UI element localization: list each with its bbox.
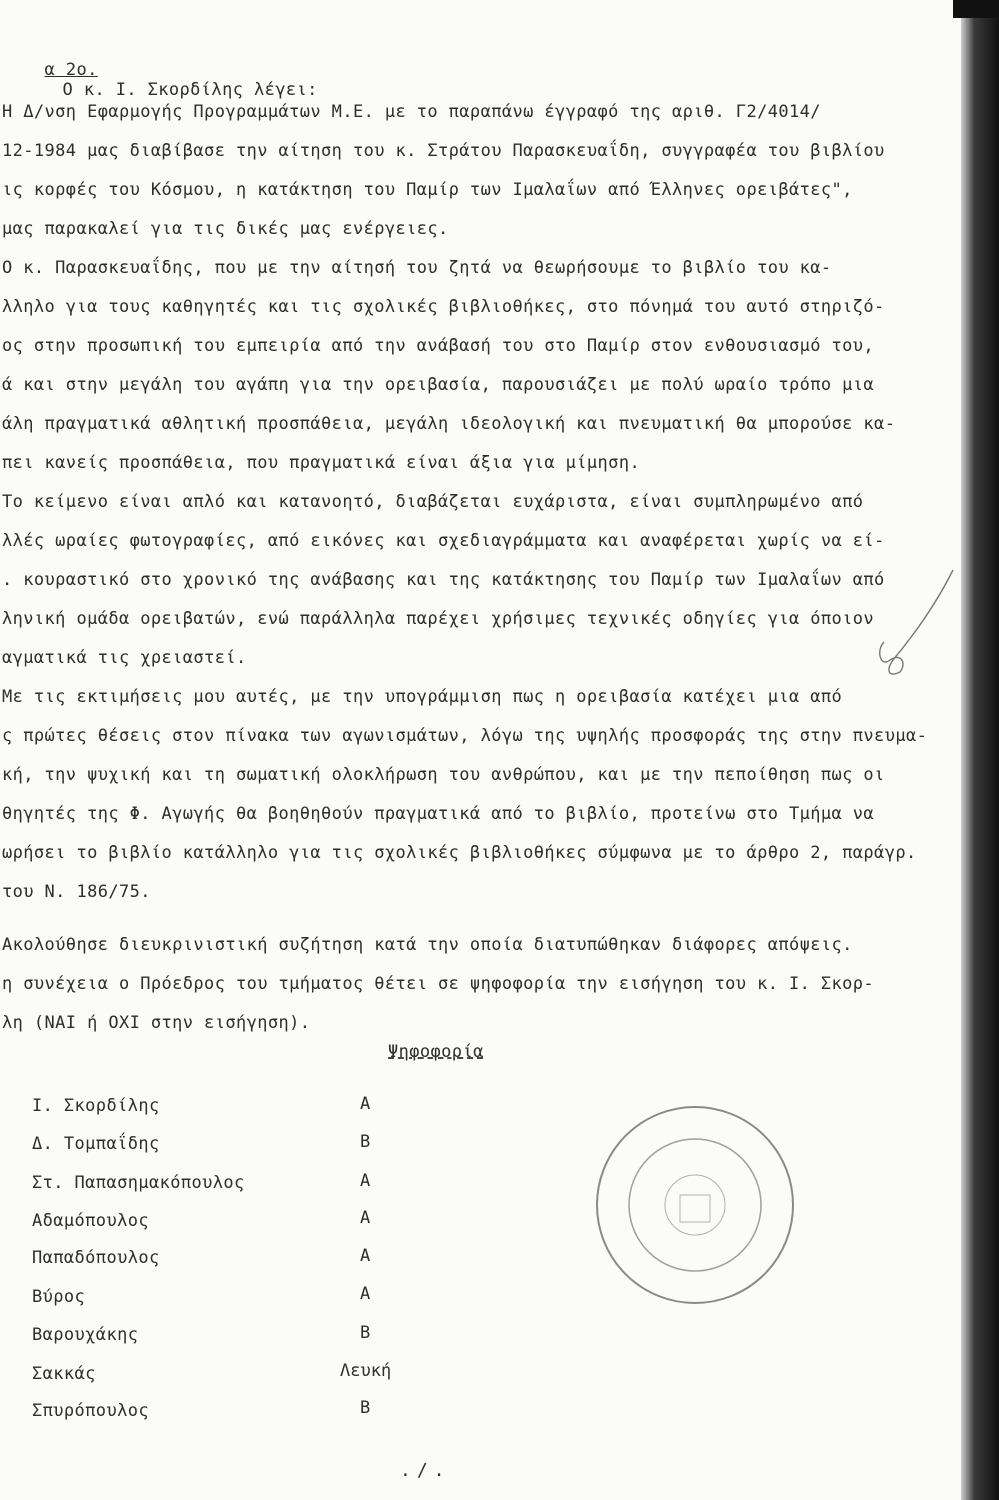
text-line: πει κανείς προσπάθεια, που πραγματικά είναι άξια για μίμηση.	[2, 453, 641, 473]
section-number: α 2ο.	[44, 60, 98, 80]
binding-edge	[961, 0, 999, 1500]
page-continuation-mark: ./.	[400, 1460, 451, 1481]
vote-row-name: Σακκάς	[32, 1364, 96, 1384]
text-line: λλές ωραίες φωτογραφίες, από εικόνες και σχεδιαγράμματα και αναφέρεται χωρίς να εί-	[2, 531, 885, 551]
text-line: Με τις εκτιμήσεις μου αυτές, με την υπογράμμιση πως η ορειβασία κατέχει μια από	[2, 687, 843, 707]
text-line: Η Δ/νση Εφαρμογής Προγραμμάτων Μ.Ε. με το παραπάνω έγγραφό της αριθ. Γ2/4014/	[2, 102, 821, 122]
vote-row-name: Ι. Σκορδίλης	[32, 1096, 160, 1116]
text-line: μας παρακαλεί για τις δικές μας ενέργειες.	[2, 219, 449, 239]
text-line: αγματικά τις χρειαστεί.	[2, 648, 247, 668]
vote-row-value: Α	[360, 1284, 371, 1304]
signature-mark	[858, 560, 958, 680]
text-line: Ακολούθησε διευκρινιστική συζήτηση κατά την οποία διατυπώθηκαν διάφορες απόψεις.	[2, 935, 853, 955]
vote-row-name: Βύρος	[32, 1287, 86, 1307]
text-line: κή, την ψυχική και τη σωματική ολοκλήρωση του ανθρώπου, και με την πεποίθηση πως οι	[2, 765, 885, 785]
text-line: Το κείμενο είναι απλό και κατανοητό, διαβάζεται ευχάριστα, είναι συμπληρωμένο από	[2, 492, 864, 512]
vote-row-value: Β	[360, 1323, 371, 1343]
vote-row-name: Παπαδόπουλος	[32, 1248, 160, 1268]
vote-row-value: Λευκή	[340, 1361, 392, 1381]
text-line: ις κορφές του Κόσμου, η κατάκτηση του Παμίρ των Ιμαλαΐων από Έλληνες ορειβάτες",	[2, 180, 853, 200]
vote-row-name: Βαρουχάκης	[32, 1325, 139, 1345]
official-stamp	[590, 1100, 800, 1310]
vote-row-name: Στ. Παπασημακόπουλος	[32, 1173, 245, 1193]
text-line: ά και στην μεγάλη του αγάπη για την ορειβασία, παρουσιάζει με πολύ ωραίο τρόπο μια	[2, 375, 875, 395]
speaker-line: Ο κ. Ι. Σκορδίλης λέγει:	[62, 80, 318, 100]
binding-edge-top	[953, 0, 999, 18]
text-line: ληνική ομάδα ορειβατών, ενώ παράλληλα παρέχει χρήσιμες τεχνικές οδηγίες για όποιον	[2, 609, 875, 629]
vote-row-name: Δ. Τομπαΐδης	[32, 1134, 160, 1154]
vote-row-value: Α	[360, 1246, 371, 1266]
text-line: άλη πραγματικά αθλητική προσπάθεια, μεγάλη ιδεολογική και πνευματική θα μπορούσε κα-	[2, 414, 896, 434]
vote-row-value: Β	[360, 1398, 371, 1418]
text-line: . κουραστικό στο χρονικό της ανάβασης και της κατάκτησης του Παμίρ των Ιμαλαΐων από	[2, 570, 885, 590]
vote-row-value: Β	[360, 1132, 371, 1152]
text-line: ωρήσει το βιβλίο κατάλληλο για τις σχολικές βιβλιοθήκες σύμφωνα με το άρθρο 2, παράγρ.	[2, 843, 917, 863]
text-line: Ο κ. Παρασκευαΐδης, που με την αίτησή του ζητά να θεωρήσουμε το βιβλίο του κα-	[2, 258, 832, 278]
text-line: θηγητές της Φ. Αγωγής θα βοηθηθούν πραγματικά από το βιβλίο, προτείνω στο Τμήμα να	[2, 804, 875, 824]
text-line: λη (ΝΑΙ ή ΟΧΙ στην εισήγηση).	[2, 1013, 311, 1033]
vote-row-name: Αδαμόπουλος	[32, 1211, 149, 1231]
text-line: ος στην προσωπική του εμπειρία από την ανάβασή του στο Παμίρ στον ενθουσιασμό του,	[2, 336, 875, 356]
vote-row-name: Σπυρόπουλος	[32, 1401, 149, 1421]
text-line: 12-1984 μας διαβίβασε την αίτηση του κ. Στράτου Παρασκευαΐδη, συγγραφέα του βιβλίου	[2, 141, 885, 161]
vote-row-value: Α	[360, 1171, 371, 1191]
text-line: η συνέχεια ο Πρόεδρος του τμήματος θέτει σε ψηφοφορία την εισήγηση του κ. Ι. Σκορ-	[2, 974, 875, 994]
text-line: ς πρώτες θέσεις στον πίνακα των αγωνισμάτων, λόγω της υψηλής προσφοράς της στην πνευμα-	[2, 726, 928, 746]
vote-title: Ψηφοφορία	[388, 1042, 484, 1062]
vote-row-value: Α	[360, 1208, 371, 1228]
text-line: του Ν. 186/75.	[2, 882, 151, 902]
vote-row-value: Α	[360, 1094, 371, 1114]
text-line: λληλο για τους καθηγητές και τις σχολικές βιβλιοθήκες, στο πόνημά του αυτό στηριζό-	[2, 297, 885, 317]
